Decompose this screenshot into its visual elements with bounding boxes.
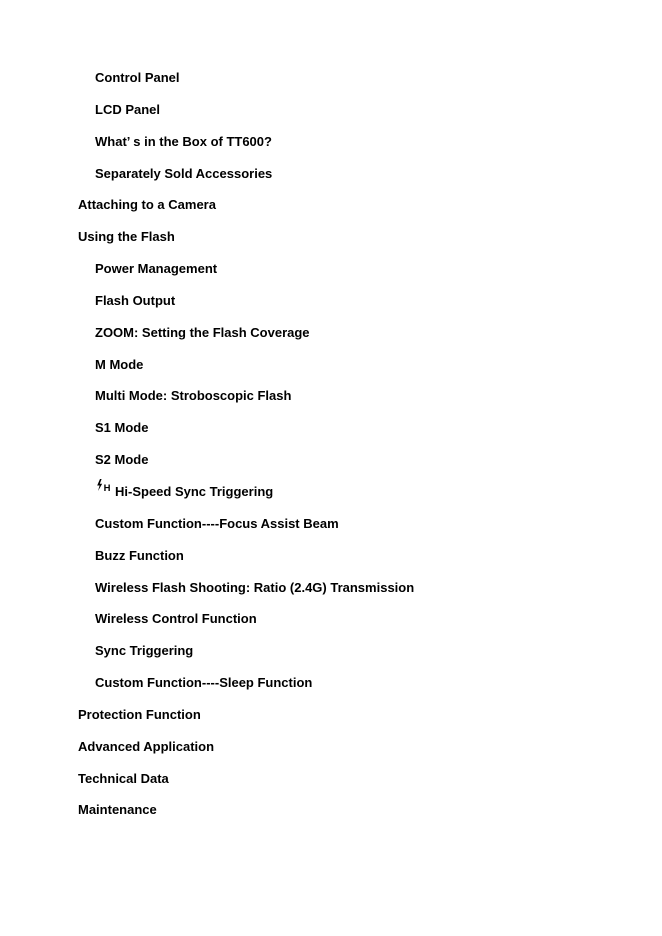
toc-entry[interactable]	[0, 385, 662, 417]
toc-entry[interactable]	[0, 449, 662, 481]
toc-entry-label: Sync Triggering	[95, 643, 194, 659]
toc-entry-label: Custom Function----Focus Assist Beam	[95, 515, 339, 531]
toc-entry-label: Technical Data	[78, 770, 169, 786]
toc-entry-label: Maintenance	[78, 802, 157, 818]
toc-entry[interactable]	[0, 608, 662, 640]
toc-entry-label: Using the Flash	[78, 229, 175, 245]
toc-entry-label: Separately Sold Accessories	[95, 165, 273, 181]
high-speed-sync-flash-icon	[95, 478, 113, 494]
toc-entry-label: Wireless Flash Shooting: Ratio (2.4G) Transmission	[95, 579, 415, 595]
toc-entry[interactable]	[0, 799, 662, 831]
svg-text:H: H	[103, 482, 111, 494]
toc-entry-label: S2 Mode	[95, 452, 149, 468]
toc-entry-label: Multi Mode: Stroboscopic Flash	[95, 388, 292, 404]
toc-entry[interactable]	[0, 545, 662, 577]
toc-entry-label: M Mode	[95, 356, 144, 372]
toc-entry[interactable]	[0, 704, 662, 736]
toc-entry-label: Power Management	[95, 261, 218, 277]
toc-entry[interactable]	[0, 768, 662, 800]
toc-entry[interactable]	[0, 736, 662, 768]
toc-entry-label: What’ s in the Box of TT600?	[95, 133, 272, 149]
toc-entry-label: Custom Function----Sleep Function	[95, 675, 313, 691]
toc-entry[interactable]	[0, 417, 662, 449]
toc-entry-label: Attaching to a Camera	[78, 197, 216, 213]
toc-entry-label: Advanced Application	[78, 738, 215, 754]
toc-entry[interactable]	[0, 672, 662, 704]
toc-entry-label: Protection Function	[78, 706, 201, 722]
toc-entry-label: Flash Output	[95, 292, 176, 308]
toc-entry[interactable]	[0, 481, 662, 513]
toc-entry-label: Control Panel	[95, 70, 180, 85]
toc-entry[interactable]	[0, 513, 662, 545]
toc-entry[interactable]	[0, 354, 662, 386]
toc-entry[interactable]	[0, 194, 662, 226]
toc-entry[interactable]	[0, 99, 662, 131]
toc-entry[interactable]	[0, 226, 662, 258]
toc-entry-label: S1 Mode	[95, 420, 149, 436]
toc-entry[interactable]	[0, 131, 662, 163]
toc-entry-label: Hi-Speed Sync Triggering	[115, 483, 274, 499]
toc-entry[interactable]	[0, 577, 662, 609]
toc-entry-label: Buzz Function	[95, 547, 184, 563]
toc-entry-label: ZOOM: Setting the Flash Coverage	[95, 324, 310, 340]
toc-entry-label: Wireless Control Function	[95, 611, 257, 627]
toc-entry-label: LCD Panel	[95, 101, 161, 117]
table-of-contents	[0, 67, 662, 831]
toc-entry[interactable]	[0, 163, 662, 195]
toc-entry[interactable]	[0, 258, 662, 290]
toc-entry[interactable]	[0, 322, 662, 354]
toc-entry[interactable]	[0, 640, 662, 672]
toc-entry[interactable]	[0, 290, 662, 322]
toc-entry[interactable]	[0, 67, 662, 99]
